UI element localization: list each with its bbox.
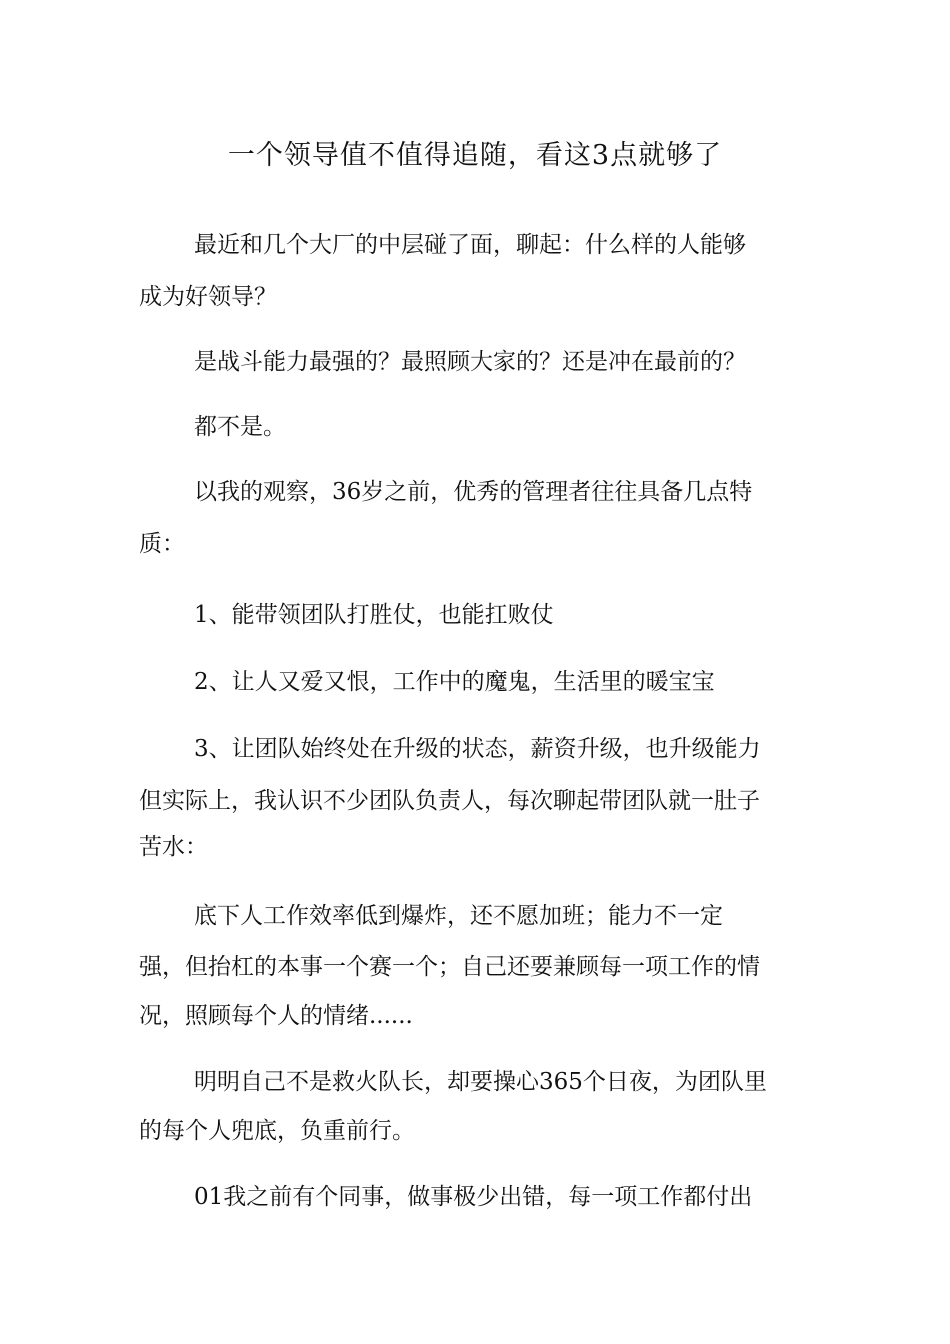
paragraph-line: 是战斗能力最强的？最照顾大家的？还是冲在最前的？ xyxy=(194,349,746,375)
paragraph-line: 以我的观察，36岁之前，优秀的管理者往往具备几点特 xyxy=(194,479,753,505)
paragraph-line: 强，但抬杠的本事一个赛一个；自己还要兼顾每一项工作的情 xyxy=(139,954,760,980)
paragraph-line: 苦水： xyxy=(139,834,208,860)
paragraph-line: 况，照顾每个人的情绪...... xyxy=(139,1003,413,1029)
paragraph-line: 但实际上，我认识不少团队负责人，每次聊起带团队就一肚子 xyxy=(139,788,760,814)
document-title: 一个领导值不值得追随，看这3点就够了 xyxy=(227,140,723,171)
paragraph-line: 最近和几个大厂的中层碰了面，聊起：什么样的人能够 xyxy=(194,232,746,258)
paragraph-line: 都不是。 xyxy=(194,414,286,440)
paragraph-line: 01我之前有个同事，做事极少出错，每一项工作都付出 xyxy=(194,1184,753,1210)
list-item: 3、让团队始终处在升级的状态，薪资升级，也升级能力 xyxy=(194,736,761,762)
paragraph-line: 成为好领导？ xyxy=(139,284,277,310)
paragraph-line: 明明自己不是救火队长，却要操心365个日夜，为团队里 xyxy=(194,1069,767,1095)
paragraph-line: 的每个人兜底，负重前行。 xyxy=(139,1118,415,1144)
paragraph-line: 底下人工作效率低到爆炸，还不愿加班；能力不一定 xyxy=(194,903,723,929)
paragraph-line: 质： xyxy=(139,531,185,557)
list-item: 1、能带领团队打胜仗，也能扛败仗 xyxy=(194,602,554,628)
list-item: 2、让人又爱又恨，工作中的魔鬼，生活里的暖宝宝 xyxy=(194,669,715,695)
